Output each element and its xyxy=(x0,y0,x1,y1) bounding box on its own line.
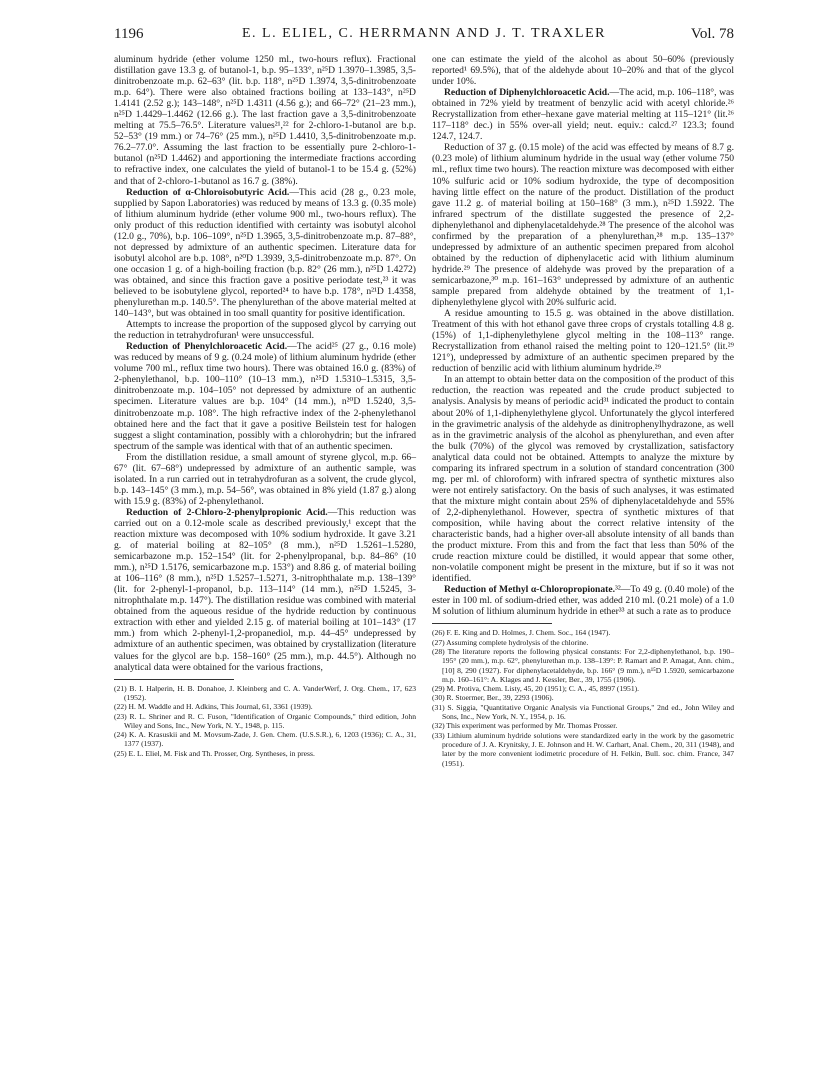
footnote: (22) H. M. Waddle and H. Adkins, This Journal, 61, 3361 (1939). xyxy=(114,702,313,712)
footnote: (28) The literature reports the following physical constants: For 2,2-diphenylethanol, b.p. 190–195° (20 mm.), m.p. 62°, phenylurethan m.p. 138–139°: P. Ramart and P. Amagat, Ann. chim., [10] 8, 290 (1927). For diphenylacetaldehyde, b.p. 166° (9 mm.), n¹⁵D 1.5920, semicarbazone m.p. 160–161°: A. Klages and J. Kessler, Ber., 39, 1755 (1906). xyxy=(432,646,734,684)
section-heading: Reduction of Methyl α-Chloropropionate. xyxy=(444,584,615,596)
paragraph xyxy=(432,374,734,584)
paragraph xyxy=(114,54,416,187)
paragraph-text: Reduction of 37 g. (0.15 mole) of the acid was effected by means of 8.7 g. (0.23 mole) of lithium aluminum hydride in the usual way (ether volume 750 ml., reflux time two hours). The reaction mixture was decomposed with either 10% sulfuric acid or 10% sodium hydroxide, the type of decomposition having little effect on the nature of the product. Distillation of the product gave 11.2 g. of material boiling at 150–168° (3 mm.), n²⁵D 1.5922. The infrared spectrum of the distillate suggested the presence of 2,2-diphenylethanol and diphenylacetaldehyde.²⁸ The presence of the alcohol was confirmed by the preparation of a phenylurethan,²⁸ m.p. 135–137° undepressed by admixture of an authentic specimen prepared from alcohol obtained by the reduction of diphenylacetic acid with lithium aluminum hydride.²⁹ The presence of aldehyde was proved by the preparation of a semicarbazone,³⁰ m.p. 161–163° undepressed by admixture of an authentic sample prepared from aldehyde obtained by the treatment of 1,1-diphenylethylene glycol with 20% sulfuric acid. xyxy=(432,142,734,309)
right-footnotes xyxy=(432,628,734,767)
section-heading: Reduction of Phenylchloroacetic Acid. xyxy=(126,341,288,353)
paragraph xyxy=(114,187,416,320)
footnote: (27) Assuming complete hydrolysis of the chlorine. xyxy=(432,637,589,647)
paragraph-text: —The acid, m.p. 106–118°, was obtained in 72% yield by treatment of benzylic acid with acetyl chloride.²⁶ Recrystallization from ether–hexane gave material melting at 115–121° (lit.²⁶ 117–118° dec.) in 55% over-all yield; neut. equiv.: calcd.²⁷ 123.3; found 124.7, 124.7. xyxy=(432,87,734,143)
section-heading: Reduction of α-Chloroisobutyric Acid. xyxy=(126,186,290,198)
left-footnotes xyxy=(114,684,416,758)
paragraph-text: A residue amounting to 15.5 g. was obtained in the above distillation. Treatment of this with hot ethanol gave three crops of crystals totalling 4.8 g. (15%) of 1,1-diphenylethylene glycol melting in the 108–113° range. Recrystallization from ethanol raised the melting point to 120–121.5° (lit.²⁹ 121°), undepressed by admixture of an authentic specimen prepared by the reduction of benzilic acid with lithium aluminum hydride.²⁹ xyxy=(432,308,734,375)
footnote: (24) K. A. Krasuskii and M. Movsum-Zade, J. Gen. Chem. (U.S.S.R.), 6, 1203 (1936); C. A., 31, 1377 (1937). xyxy=(114,730,416,749)
footnote: (21) B. I. Halperin, H. B. Donahoe, J. Kleinberg and C. A. VanderWerf, J. Org. Chem., 17, 623 (1952). xyxy=(114,683,416,702)
footnote: (31) S. Siggia, "Quantitative Organic Analysis via Functional Groups," 2nd ed., John Wiley and Sons, Inc., New York, N. Y., 1954, p. 16. xyxy=(432,702,734,722)
paragraph-text: —This acid (28 g., 0.23 mole, supplied by Sapon Laboratories) was reduced by means of 13.3 g. (0.35 mole) of lithium aluminum hydride (ether volume 900 ml., two-hours reflux). The only product of this reduction identified with certainty was isobutyl alcohol (12.0 g., 70%), b.p. 106–109°, n²⁵D 1.3965, 3,5-dinitrobenzoate m.p. 87–88°, not depressed by admixture of an authentic specimen. Literature data for isobutyl alcohol are b.p. 108°, n²⁰D 1.3939, 3,5-dinitrobenzoate m.p. 87°. On one occasion 1 g. of a high-boiling fraction (b.p. 82° (26 mm.), n²⁵D 1.4272) was obtained, and since this fraction gave a positive periodate test,²³ it was believed to be isobutylene glycol, reported²⁴ to have b.p. 178°, n²¹D 1.4358, phenylurethan m.p. 140.5°. The phenylurethan of the above material melted at 140–143°, but was obtained in too small quantity for positive identification. xyxy=(114,186,416,320)
footnote-rule xyxy=(432,623,552,624)
paragraph-text: aluminum hydride (ether volume 1250 ml., two-hours reflux). Fractional distillation gave 13.3 g. of butanol-1, b.p. 95–133°, n²⁵D 1.3970–1.3985, 3,5-dinitrobenzoate m.p. 62–63° (lit. b.p. 118°, n²⁵D 1.3974, 3,5-dinitrobenzoate m.p. 64°). There were also obtained fractions boiling at 133–143°, n²⁵D 1.4141 (2.52 g.); 143–148°, n²⁵D 1.4311 (4.56 g.); and 66–72° (21–23 mm.), n²⁵D 1.4429–1.4462 (12.66 g.). The last fraction gave a 3,5-dinitrobenzoate melting at 75.5–76.5°. Literature values²¹,²² for 2-chloro-1-butanol are b.p. 52–53° (19 mm.) or 74–76° (25 mm.), n²⁵D 1.4410, 3,5-dinitrobenzoate m.p. 76.2–77.0°. Assuming the last fraction to be essentially pure 2-chloro-1-butanol (n²⁵D 1.4462) and apportioning the intermediate fractions according to refractive index, one calculates the yield of butanol-1 to be 15.4 g. (52%) and that of 2-chloro-1-butanol as 16.7 g. (38%). xyxy=(114,54,416,187)
paragraph-text: Attempts to increase the proportion of the supposed glycol by carrying out the reduction in tetrahydrofuran¹ were unsuccessful. xyxy=(114,319,416,342)
footnote: (33) Lithium aluminum hydride solutions were standardized early in the work by the gasometric procedure of J. A. Krynitsky, J. E. Johnson and H. W. Carhart, Anal. Chem., 20, 311 (1948), and later by the more convenient iodimetric procedure of H. Felkin, Bull. soc. chim. France, 347 (1951). xyxy=(432,730,734,768)
paragraph-text: one can estimate the yield of the alcohol as about 50–60% (previously reported¹ 69.5%), that of the aldehyde about 10–20% and that of the glycol under 10%. xyxy=(432,54,734,88)
paragraph xyxy=(114,452,416,507)
right-column xyxy=(432,54,734,768)
footnote: (29) M. Protiva, Chem. Listy, 45, 20 (1951); C. A., 45, 8997 (1951). xyxy=(432,684,640,694)
paragraph-text: ³²—To 49 g. (0.40 mole) of the ester in 100 ml. of sodium-dried ether, was added 210 ml. (0.21 mole) of a 1.0 M solution of lithium aluminum hydride in ether³³ at such a rate as to produce xyxy=(432,584,734,618)
paragraph-text: In an attempt to obtain better data on the composition of the product of this reduction, the reaction was repeated and the crude product subjected to analysis. Analysis by means of periodic acid³¹ indicated the product to contain about 20% of 1,1-diphenylethylene glycol. Unfortunately the glycol interfered in the gravimetric analysis of the aldehyde as dinitrophenylhydrazone, as well as in the gravimetric analysis of the alcohol as phenylurethan, and even after the bulk (70%) of the glycol was removed by crystallization, satisfactory analytical data could not be obtained. Attempts to analyze the mixture by comparing its infrared spectrum in a solution of standard concentration (300 mg. per ml. of chloroform) with infrared spectra of synthetic mixtures also were not entirely satisfactory. On the basis of such analyses, it was estimated that the mixture might contain about 25% of diphenylacetaldehyde and 55% of 2,2-diphenylethanol. However, spectra of synthetic mixtures of that composition, while having about the correct relative intensity of the characteristic bands, had a higher over-all absolute intensity of all bands than the product mixture. From this and from the fact that less than 50% of the crude reaction mixture could be distilled, it would appear that some other, non-volatile component might be present in the mixture, but if so it was not identified. xyxy=(432,374,734,585)
section-heading: Reduction of Diphenylchloroacetic Acid. xyxy=(444,87,610,99)
footnote: (25) E. L. Eliel, M. Fisk and Th. Prosser, Org. Syntheses, in press. xyxy=(114,748,315,758)
paragraph-text: —This reduction was carried out on a 0.12-mole scale as described previously,¹ except that the reaction mixture was decomposed with 10% sodium hydroxide. It gave 3.21 g. of material boiling at 82–105° (8 mm.), n²⁵D 1.5261–1.5280, semicarbazone m.p. 152–154° (lit. for 2-phenylpropanal, b.p. 84–86° (10 mm.), n²⁵D 1.5176, semicarbazone m.p. 153°) and 8.86 g. of material boiling at 106–116° (8 mm.), n²⁵D 1.5257–1.5271, 3-nitrophthalate m.p. 138–139° (lit. for 2-phenyl-1-propanol, b.p. 113–114° (14 mm.), n²⁵D 1.5245, 3-nitrophthalate m.p. 147°). The distillation residue was combined with material obtained from the aqueous residue of the hydride reduction by continuous extraction with ether and yielded 2.15 g. of material boiling at 101–143° (17 mm.) from which 2-phenyl-1,2-propanediol, m.p. 44–45° undepressed by admixture of an authentic specimen, was obtained by crystallization (literature values for the glycol are b.p. 158–160° (25 mm.), m.p. 44.5°). Although no analytical data were obtained for the various fractions, xyxy=(114,506,416,673)
right-column-body xyxy=(432,54,734,617)
left-column-body xyxy=(114,54,416,673)
paragraph xyxy=(432,87,734,142)
paragraph xyxy=(114,319,416,341)
paragraph-text: From the distillation residue, a small amount of styrene glycol, m.p. 66–67° (lit. 67–68°) undepressed by admixture of an authentic sample, was isolated. In a run carried out in tetrahydrofuran as a solvent, the crude glycol, b.p. 143–145° (3 mm.), m.p. 54–56°, was obtained in 8% yield (1.87 g.) along with 15.9 g. (83%) of 2-phenylethanol. xyxy=(114,451,416,507)
volume-label: Vol. 78 xyxy=(690,26,734,42)
paragraph xyxy=(432,584,734,617)
page-number: 1196 xyxy=(114,26,144,42)
paragraph xyxy=(432,54,734,87)
section-heading: Reduction of 2-Chloro-2-phenylpropionic Acid. xyxy=(126,506,328,518)
paragraph-text: —The acid²⁵ (27 g., 0.16 mole) was reduced by means of 9 g. (0.24 mole) of lithium aluminum hydride (ether volume 700 ml., reflux time two hours). There was obtained 16.0 g. (83%) of 2-phenylethanol, b.p. 100–110° (10–13 mm.), n²⁵D 1.5310–1.5315, 3,5-dinitrobenzoate m.p. 104–105° not depressed by admixture of an authentic specimen. Literature values are b.p. 104° (14 mm.), n²⁰D 1.5240, 3,5-dinitrobenzoate m.p. 108°. The high refractive index of the 2-phenylethanol obtained here and the fact that it gave a positive Beilstein test for halogen suggest a slight contamination, possibly with a chlorohydrin; but the infrared spectrum of the sample was identical with that of an authentic specimen. xyxy=(114,341,416,452)
author-line: E. L. ELIEL, C. HERRMANN AND J. T. TRAXLER xyxy=(242,26,606,41)
footnote: (26) F. E. King and D. Holmes, J. Chem. Soc., 164 (1947). xyxy=(432,628,611,638)
footnote: (23) R. L. Shriner and R. C. Fuson, "Identification of Organic Compounds," third edition, John Wiley and Sons, Inc., New York, N. Y., 1948, p. 115. xyxy=(114,711,416,730)
footnote-rule xyxy=(114,679,234,680)
paragraph xyxy=(114,507,416,673)
paragraph xyxy=(114,341,416,451)
footnote: (30) R. Stoermer, Ber., 39, 2293 (1906). xyxy=(432,693,554,703)
paragraph xyxy=(432,142,734,308)
running-header xyxy=(114,26,734,46)
left-column xyxy=(114,54,416,758)
footnote: (32) This experiment was performed by Mr. Thomas Prosser. xyxy=(432,721,618,731)
paragraph xyxy=(432,308,734,374)
